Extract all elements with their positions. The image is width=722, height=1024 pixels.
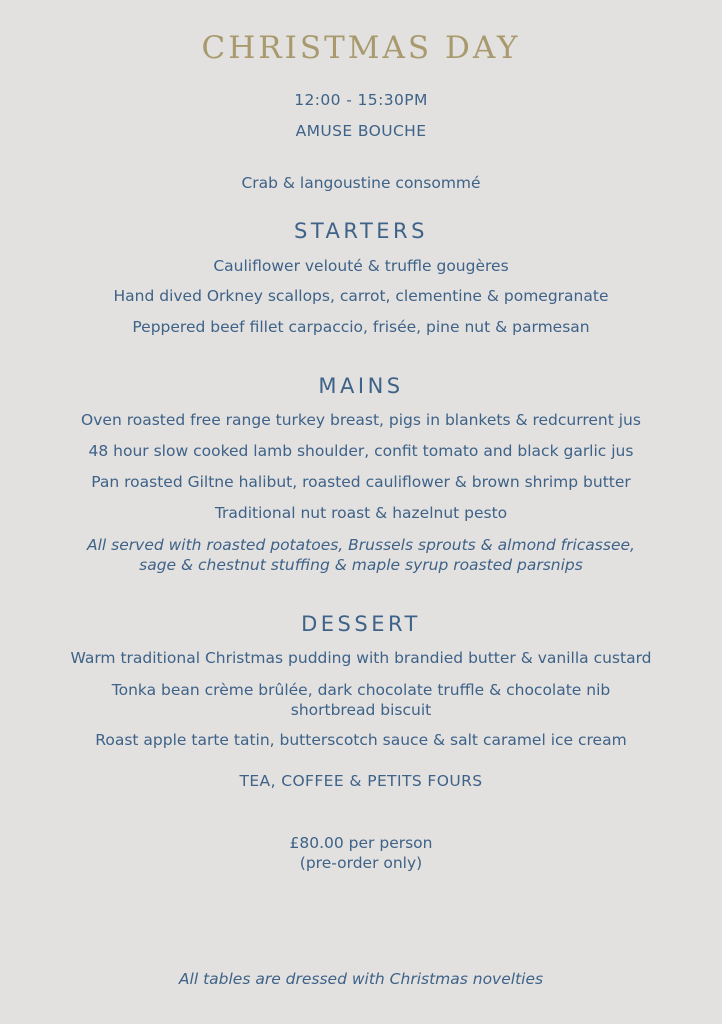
dessert-item-line: Tonka bean crème brûlée, dark chocolate truffle & chocolate nib (111, 681, 611, 699)
dessert-item: Warm traditional Christmas pudding with brandied butter & vanilla custard (70, 649, 652, 667)
main-item: Traditional nut roast & hazelnut pesto (214, 504, 508, 522)
mains-heading: MAINS (318, 374, 404, 398)
starter-item: Cauliflower velouté & truffle gougères (213, 257, 509, 275)
main-item: Oven roasted free range turkey breast, pigs in blankets & redcurrent jus (81, 411, 641, 429)
tea-coffee-line: TEA, COFFEE & PETITS FOURS (239, 772, 483, 790)
dessert-item-line: shortbread biscuit (290, 701, 432, 719)
price-condition: (pre-order only) (299, 854, 423, 872)
mains-note-line: sage & chestnut stuffing & maple syrup roasted parsnips (139, 556, 583, 574)
price: £80.00 per person (289, 834, 433, 852)
starters-heading: STARTERS (294, 219, 428, 243)
footer-note: All tables are dressed with Christmas novelties (178, 970, 544, 988)
amuse-bouche-item: Crab & langoustine consommé (241, 174, 481, 192)
dessert-item: Roast apple tarte tatin, butterscotch sauce & salt caramel ice cream (95, 731, 627, 749)
main-item: 48 hour slow cooked lamb shoulder, confit tomato and black garlic jus (88, 442, 634, 460)
dessert-heading: DESSERT (301, 612, 421, 636)
service-time: 12:00 - 15:30PM (294, 91, 428, 109)
dessert-item (0, 680, 722, 720)
starter-item: Peppered beef fillet carpaccio, frisée, pine nut & parmesan (132, 318, 590, 336)
starter-item: Hand dived Orkney scallops, carrot, clementine & pomegranate (113, 287, 609, 305)
amuse-bouche-heading: AMUSE BOUCHE (295, 122, 427, 140)
main-item: Pan roasted Giltne halibut, roasted cauliflower & brown shrimp butter (91, 473, 631, 491)
mains-note-line: All served with roasted potatoes, Brussels sprouts & almond fricassee, (87, 536, 635, 554)
page-title: CHRISTMAS DAY (201, 30, 521, 66)
mains-note (0, 535, 722, 575)
